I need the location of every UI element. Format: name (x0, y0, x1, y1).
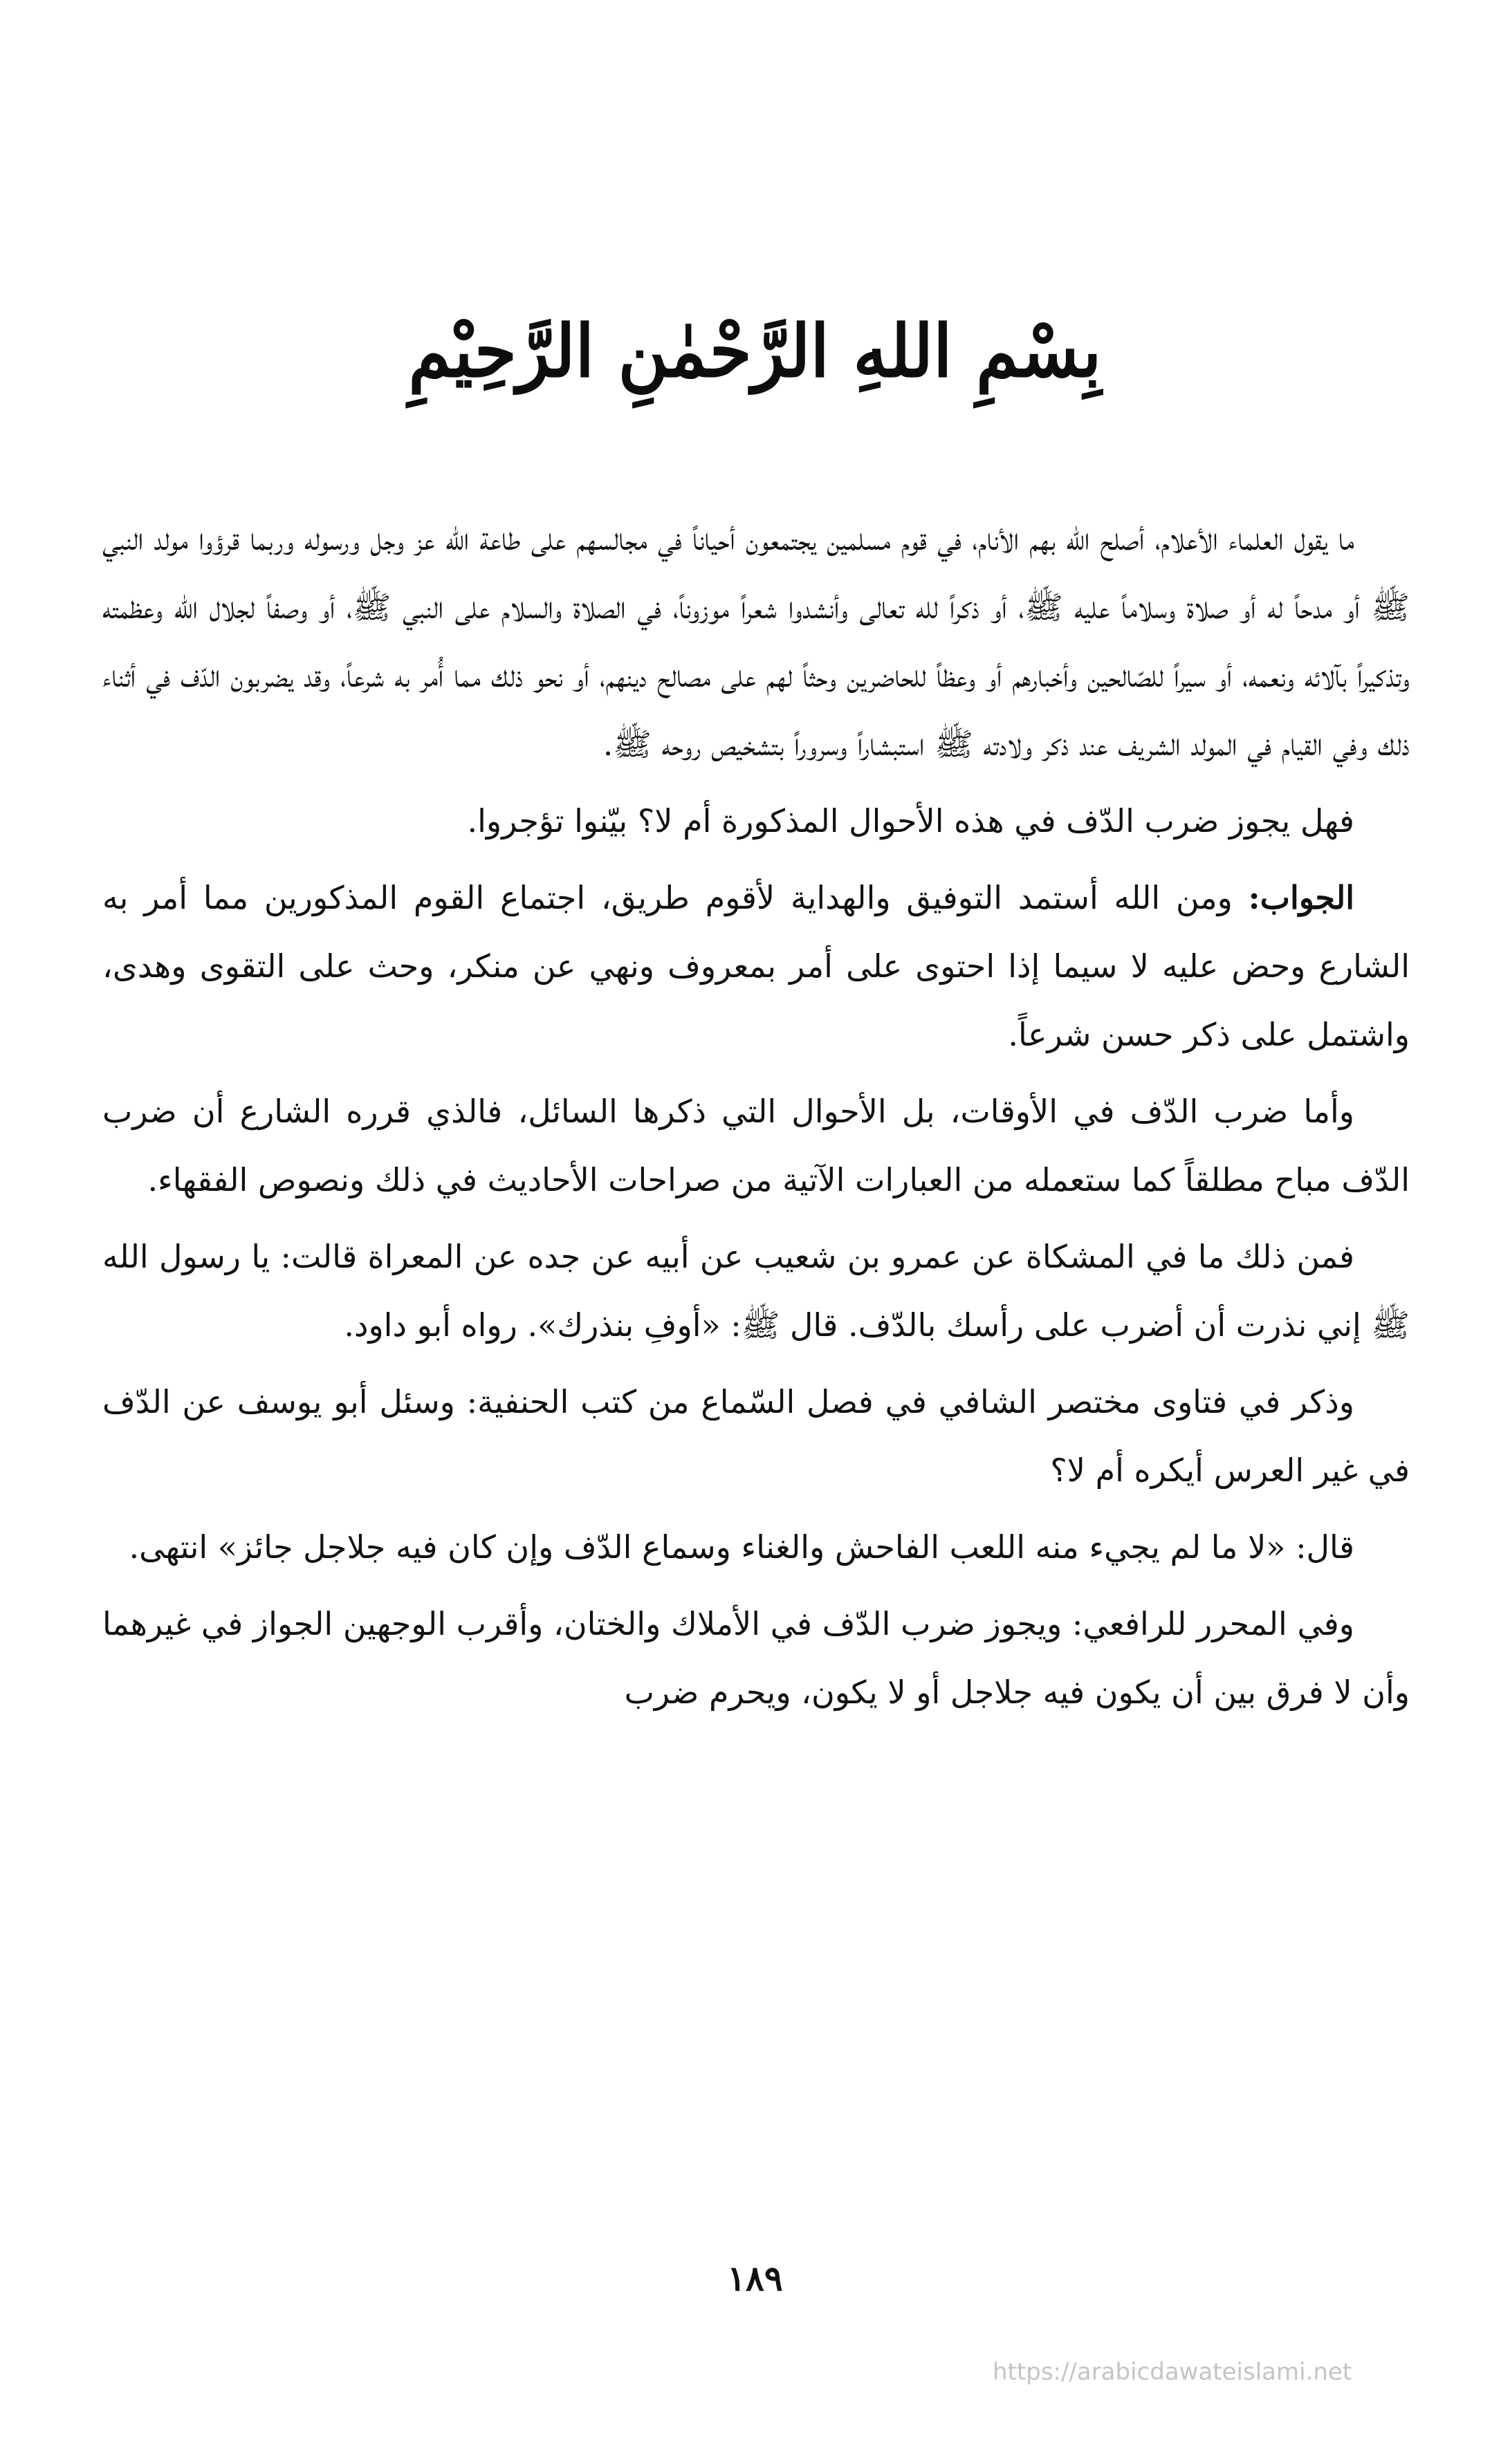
paragraph-text: وفي المحرر للرافعي: ويجوز ضرب الدّف في الأملاك والختان، وأقرب الوجهين الجواز في غيرهما وأن لا فرق بين أن يكون فيه جلاجل أو لا يكون، ويحرم ضرب (102, 1605, 1410, 1711)
body-text (102, 505, 1410, 1735)
paragraph-question (102, 505, 1410, 779)
paragraph-text: فمن ذلك ما في المشكاة عن عمرو بن شعيب عن أبيه عن جده عن المعراة قالت: يا رسول الله ﷺ إني نذرت أن أضرب على رأسك بالدّف. قال ﷺ: «أوفِ بنذرك». رواه أبو داود. (102, 1238, 1410, 1344)
paragraph-question-ask (102, 787, 1410, 855)
paragraph-text: فهل يجوز ضرب الدّف في هذه الأحوال المذكورة أم لا؟ بيّنوا تؤجروا. (467, 802, 1354, 840)
paragraph-text: وأما ضرب الدّف في الأوقات، بل الأحوال التي ذكرها السائل، فالذي قرره الشارع أن ضرب الدّف مباح مطلقاً كما ستعمله من العبارات الآتية من صراحات الأحاديث في ذلك ونصوص الفقهاء. (102, 1093, 1410, 1198)
basmala-calligraphy: بِسْمِ اللهِ الرَّحْمٰنِ الرَّحِيْمِ (408, 308, 1102, 393)
paragraph-text: وذكر في فتاوى مختصر الشافي في فصل السّماع من كتب الحنفية: وسئل أبو يوسف عن الدّف في غير العرس أيكره أم لا؟ (102, 1383, 1410, 1489)
answer-label: الجواب: (1248, 879, 1354, 916)
paragraph-answer (102, 864, 1410, 1069)
basmala-heading (0, 304, 1510, 398)
paragraph-ruling (102, 1077, 1410, 1214)
page-number: ١٨٩ (727, 2258, 783, 2299)
paragraph-hadith (102, 1223, 1410, 1360)
paragraph-quote (102, 1513, 1410, 1582)
watermark-url: https://arabicdawateislami.net (993, 2358, 1352, 2386)
paragraph-text: ما يقول العلماء الأعلام، أصلح الله بهم الأنام، في قوم مسلمين يجتمعون أحياناً في مجالسهم على طاعة الله عز وجل ورسوله وربما قرؤوا مولد النبي ﷺ أو مدحاً له أو صلاة وسلاماً عليه ﷺ، أو ذكراً لله تعالى وأنشدوا شعراً موزوناً، في الصلاة والسلام على النبي ﷺ، أو وصفاً لجلال الله وعظمته وتذكيراً بآلائه ونعمه، أو سيراً للصّالحين وأخبارهم أو وعظاً للحاضرين وحثاً لهم على مصالح دينهم، أو نحو ذلك مما أُمر به شرعاً، وقد يضربون الدّف في أثناء ذلك وفي القيام في المولد الشريف عند ذكر ولادته ﷺ استبشاراً وسروراً بتشخيص روحه ﷺ. (102, 520, 1410, 763)
paragraph-text: قال: «لا ما لم يجيء منه اللعب الفاحش والغناء وسماع الدّف وإن كان فيه جلاجل جائز» انتهى. (129, 1528, 1354, 1566)
paragraph-muharrar (102, 1590, 1410, 1727)
paragraph-fatawa (102, 1368, 1410, 1505)
paragraph-text: ومن الله أستمد التوفيق والهداية لأقوم طريق، اجتماع القوم المذكورين مما أمر به الشارع وحض عليه لا سيما إذا احتوى على أمر بمعروف ونهي عن منكر، وحث على التقوى وهدى، واشتمل على ذكر حسن شرعاً. (102, 879, 1410, 1053)
